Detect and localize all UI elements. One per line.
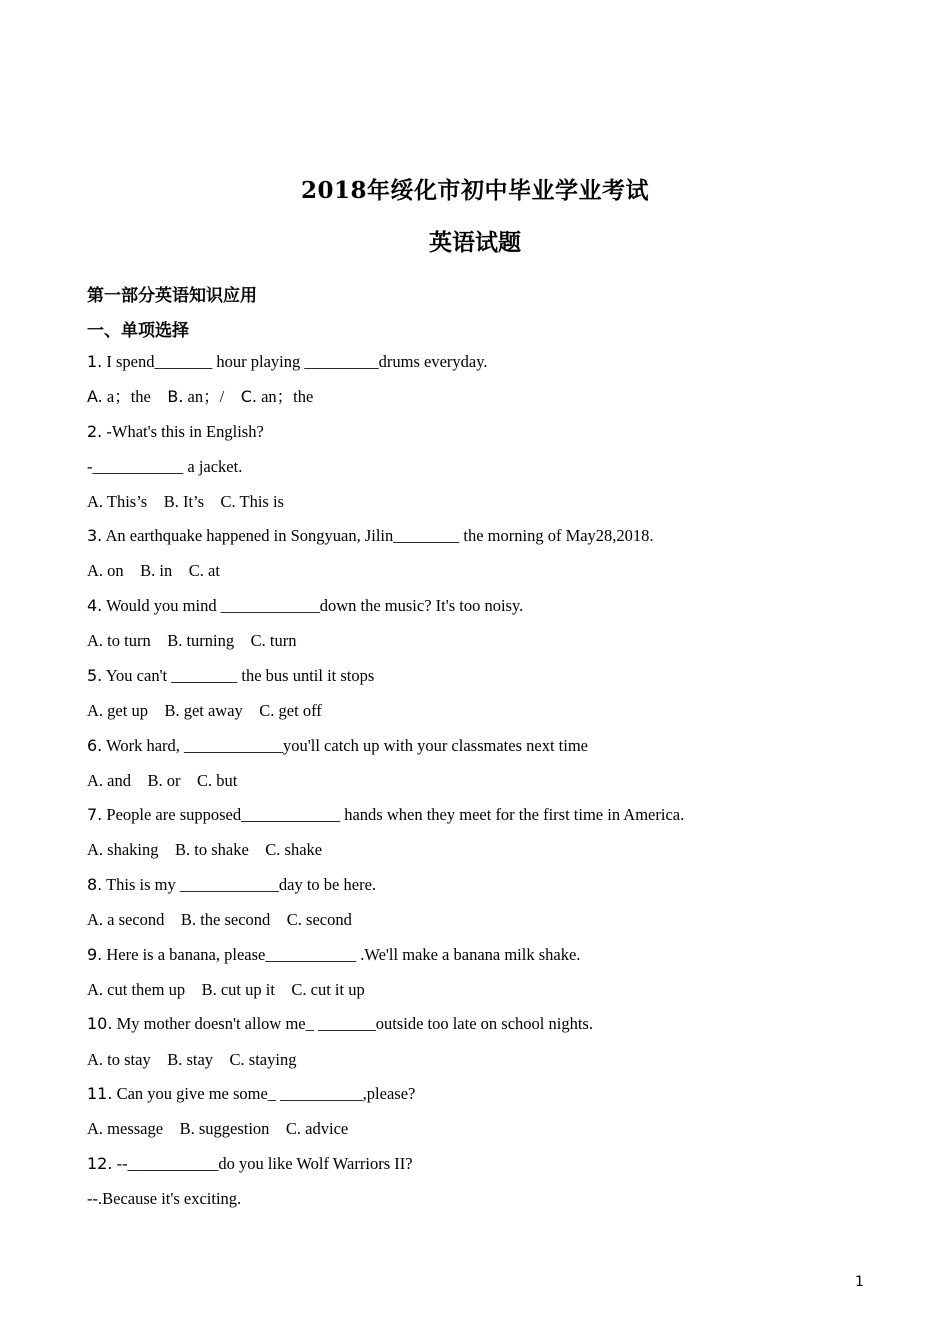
question-7 <box>87 805 684 825</box>
section-heading: 一、单项选择 <box>87 321 189 341</box>
question-4-options: A. to turn B. turning C. turn <box>87 631 297 650</box>
question-10-options: A. to stay B. stay C. staying <box>87 1050 297 1069</box>
question-text: People are supposed____________ hands when they meet for the first time in America. <box>102 805 685 824</box>
question-12 <box>87 1154 413 1174</box>
question-8 <box>87 875 376 895</box>
question-number: 12. <box>87 1154 113 1173</box>
question-5-options: A. get up B. get away C. get off <box>87 701 322 720</box>
option-b-text: an；/ <box>183 387 241 406</box>
question-2-options: A. This’s B. It’s C. This is <box>87 492 284 511</box>
question-11 <box>87 1084 415 1104</box>
question-text: Would you mind ____________down the music? It's too noisy. <box>102 596 524 615</box>
page-number: 1 <box>855 1274 864 1290</box>
question-9 <box>87 945 580 965</box>
question-6-options: A. and B. or C. but <box>87 771 238 790</box>
question-2 <box>87 422 264 442</box>
question-12-answer-line: --.Because it's exciting. <box>87 1189 242 1208</box>
option-b-label: B. <box>167 387 184 406</box>
option-c-text: an；the <box>256 387 314 406</box>
question-1-options <box>87 387 313 407</box>
question-1 <box>87 352 488 372</box>
question-10 <box>87 1014 593 1034</box>
question-text: My mother doesn't allow me_ _______outside too late on school nights. <box>112 1014 593 1033</box>
question-number: 7. <box>87 805 103 824</box>
question-number: 4. <box>87 596 103 615</box>
question-4 <box>87 596 523 616</box>
option-a-label: A. <box>87 387 103 406</box>
question-number: 3. <box>87 526 103 545</box>
question-number: 10. <box>87 1014 113 1033</box>
question-text: Can you give me some_ __________,please? <box>112 1084 416 1103</box>
question-number: 9. <box>87 945 103 964</box>
question-text: An earthquake happened in Songyuan, Jilin________ the morning of May28,2018. <box>102 526 654 545</box>
question-text: You can't ________ the bus until it stops <box>102 666 375 685</box>
question-text: Here is a banana, please___________ .We'll make a banana milk shake. <box>102 945 581 964</box>
question-number: 1. <box>87 352 103 371</box>
question-text: --___________do you like Wolf Warriors II? <box>112 1154 413 1173</box>
question-text: This is my ____________day to be here. <box>102 875 377 894</box>
exam-subtitle: 英语试题 <box>429 229 521 256</box>
question-number: 5. <box>87 666 103 685</box>
question-text: Work hard, ____________you'll catch up with your classmates next time <box>102 736 588 755</box>
question-9-options: A. cut them up B. cut up it C. cut it up <box>87 980 365 999</box>
question-3-options: A. on B. in C. at <box>87 561 220 580</box>
option-c-label: C. <box>240 387 257 406</box>
question-text: I spend_______ hour playing _________drums everyday. <box>102 352 488 371</box>
question-text: -What's this in English? <box>102 422 264 441</box>
part-heading: 第一部分英语知识应用 <box>87 286 257 306</box>
question-2-answer-line: -___________ a jacket. <box>87 457 243 476</box>
question-number: 6. <box>87 736 103 755</box>
question-number: 8. <box>87 875 103 894</box>
exam-title: 2018年绥化市初中毕业学业考试 <box>300 177 649 204</box>
question-6 <box>87 736 588 756</box>
question-5 <box>87 666 374 686</box>
option-a-text: a；the <box>102 387 168 406</box>
question-number: 11. <box>87 1084 113 1103</box>
question-7-options: A. shaking B. to shake C. shake <box>87 840 323 859</box>
question-3 <box>87 526 654 546</box>
question-11-options: A. message B. suggestion C. advice <box>87 1119 349 1138</box>
question-8-options: A. a second B. the second C. second <box>87 910 352 929</box>
question-number: 2. <box>87 422 103 441</box>
